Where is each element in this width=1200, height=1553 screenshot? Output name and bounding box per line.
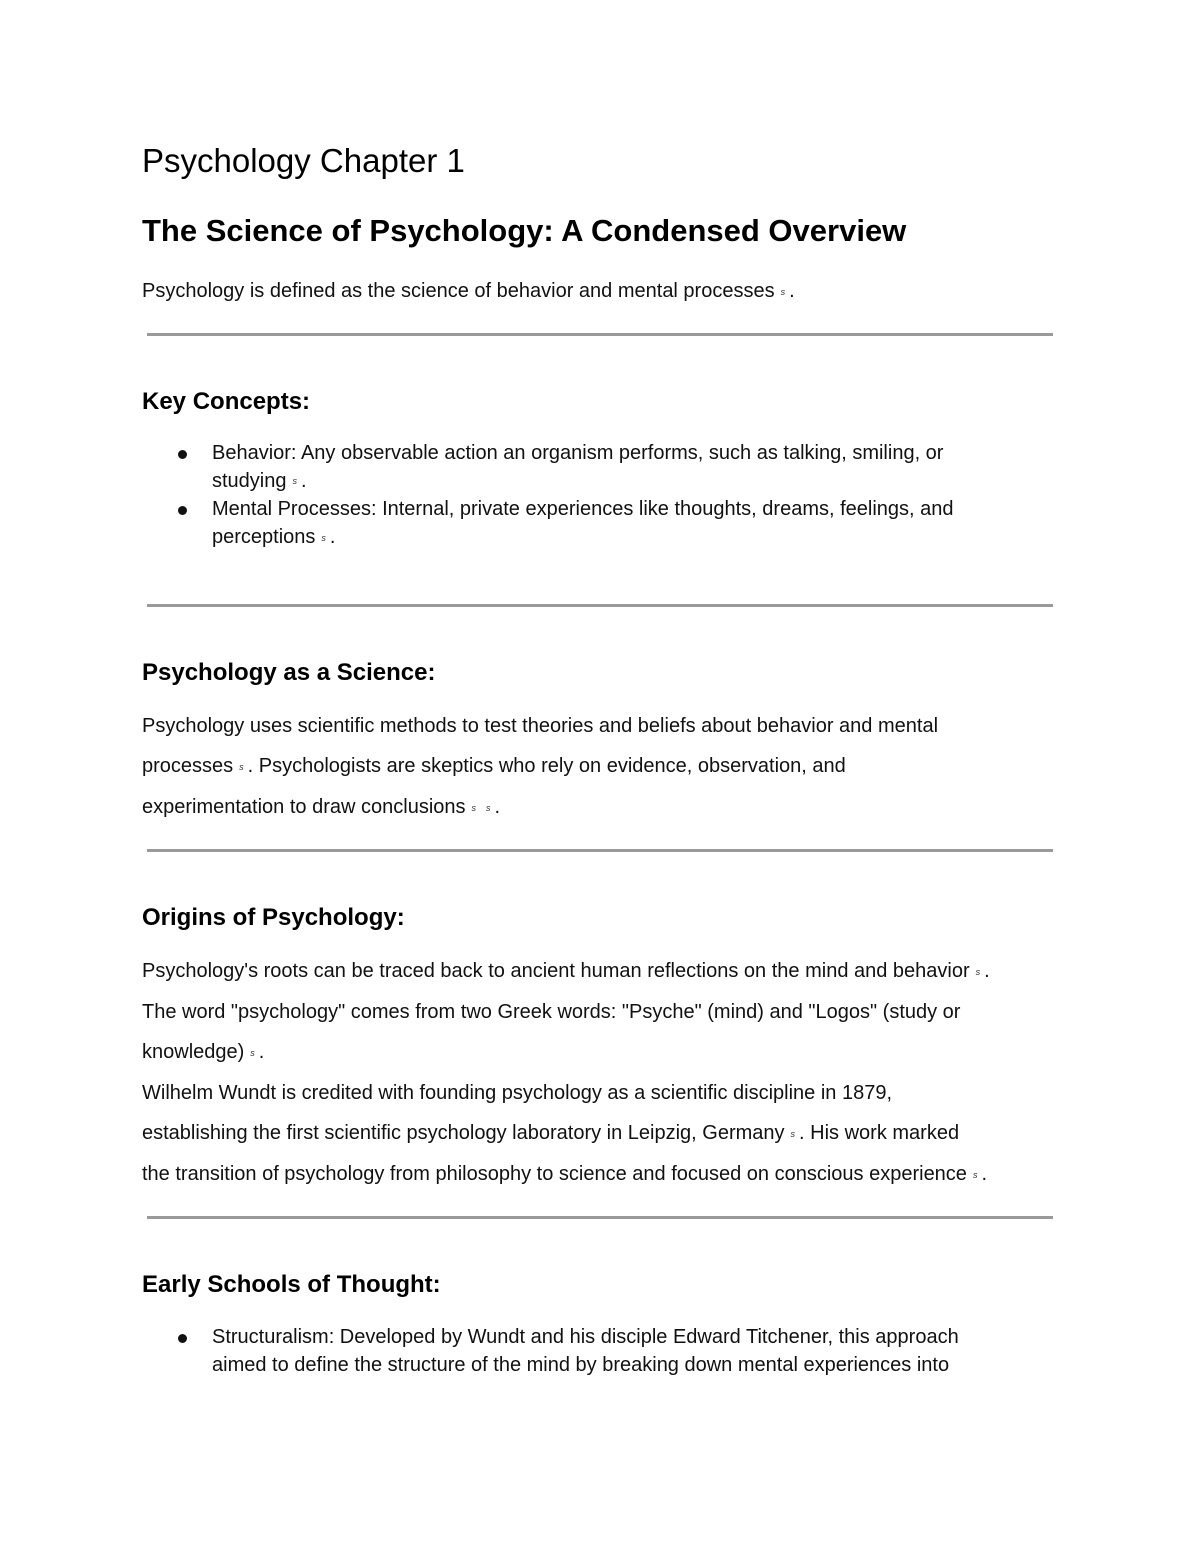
science-paragraph: Psychology uses scientific methods to test theories and beliefs about behavior and mental processes s . Psychologists are skeptics who rely on evidence, observation, and experimentation to draw conclusions s s . — [142, 715, 939, 819]
early-schools-heading: Early Schools of Thought: — [142, 1271, 441, 1299]
section-divider — [147, 604, 1053, 607]
bullet-icon — [178, 1334, 187, 1343]
citation-marker: s — [239, 762, 245, 773]
list-item: Behavior: Any observable action an organism performs, such as talking, smiling, or studying s . — [142, 439, 1032, 496]
bullet-icon — [178, 506, 187, 515]
origins-paragraph: Psychology's roots can be traced back to ancient human reflections on the mind and behavior s . The word "psychology" comes from two Greek words: "Psyche" (mind) and "Logos" (study or knowledge) s . Wilhelm Wundt is credited with founding psychology as a scientific discipline in 1879, establishing the first scientific psychology laboratory in Leipzig, Germany s . His work marked the transition of psychology from philosophy to science and focused on conscious experience s . — [142, 960, 990, 1186]
list-item: Structuralism: Developed by Wundt and his disciple Edward Titchener, this approach aimed to define the structure of the mind by breaking down mental experiences into — [142, 1323, 1032, 1379]
list-item: Mental Processes: Internal, private experiences like thoughts, dreams, feelings, and perceptions s . — [142, 495, 1032, 552]
section-divider — [147, 849, 1053, 852]
intro-paragraph: Psychology is defined as the science of behavior and mental processes s . — [142, 280, 795, 302]
section-divider — [147, 1216, 1053, 1219]
citation-marker: s — [250, 1047, 256, 1058]
key-concepts-list — [142, 439, 1058, 552]
citation-marker: s — [790, 1129, 797, 1140]
bullet-icon — [178, 450, 187, 459]
citation-marker: s — [321, 533, 327, 544]
document-subtitle: The Science of Psychology: A Condensed Overview — [142, 213, 907, 248]
document-title: Psychology Chapter 1 — [142, 142, 465, 179]
science-heading: Psychology as a Science: — [142, 659, 436, 687]
document-content — [142, 140, 1058, 1379]
citation-marker: s — [780, 286, 787, 297]
citation-marker: s — [471, 802, 478, 813]
section-divider — [147, 333, 1053, 336]
citation-marker: s — [292, 476, 298, 487]
citation-marker: s — [975, 966, 982, 977]
citation-marker: s — [972, 1169, 979, 1180]
early-schools-list — [142, 1323, 1058, 1379]
key-concepts-heading: Key Concepts: — [142, 387, 311, 415]
citation-marker: s — [486, 802, 492, 813]
origins-heading: Origins of Psychology: — [142, 904, 405, 932]
